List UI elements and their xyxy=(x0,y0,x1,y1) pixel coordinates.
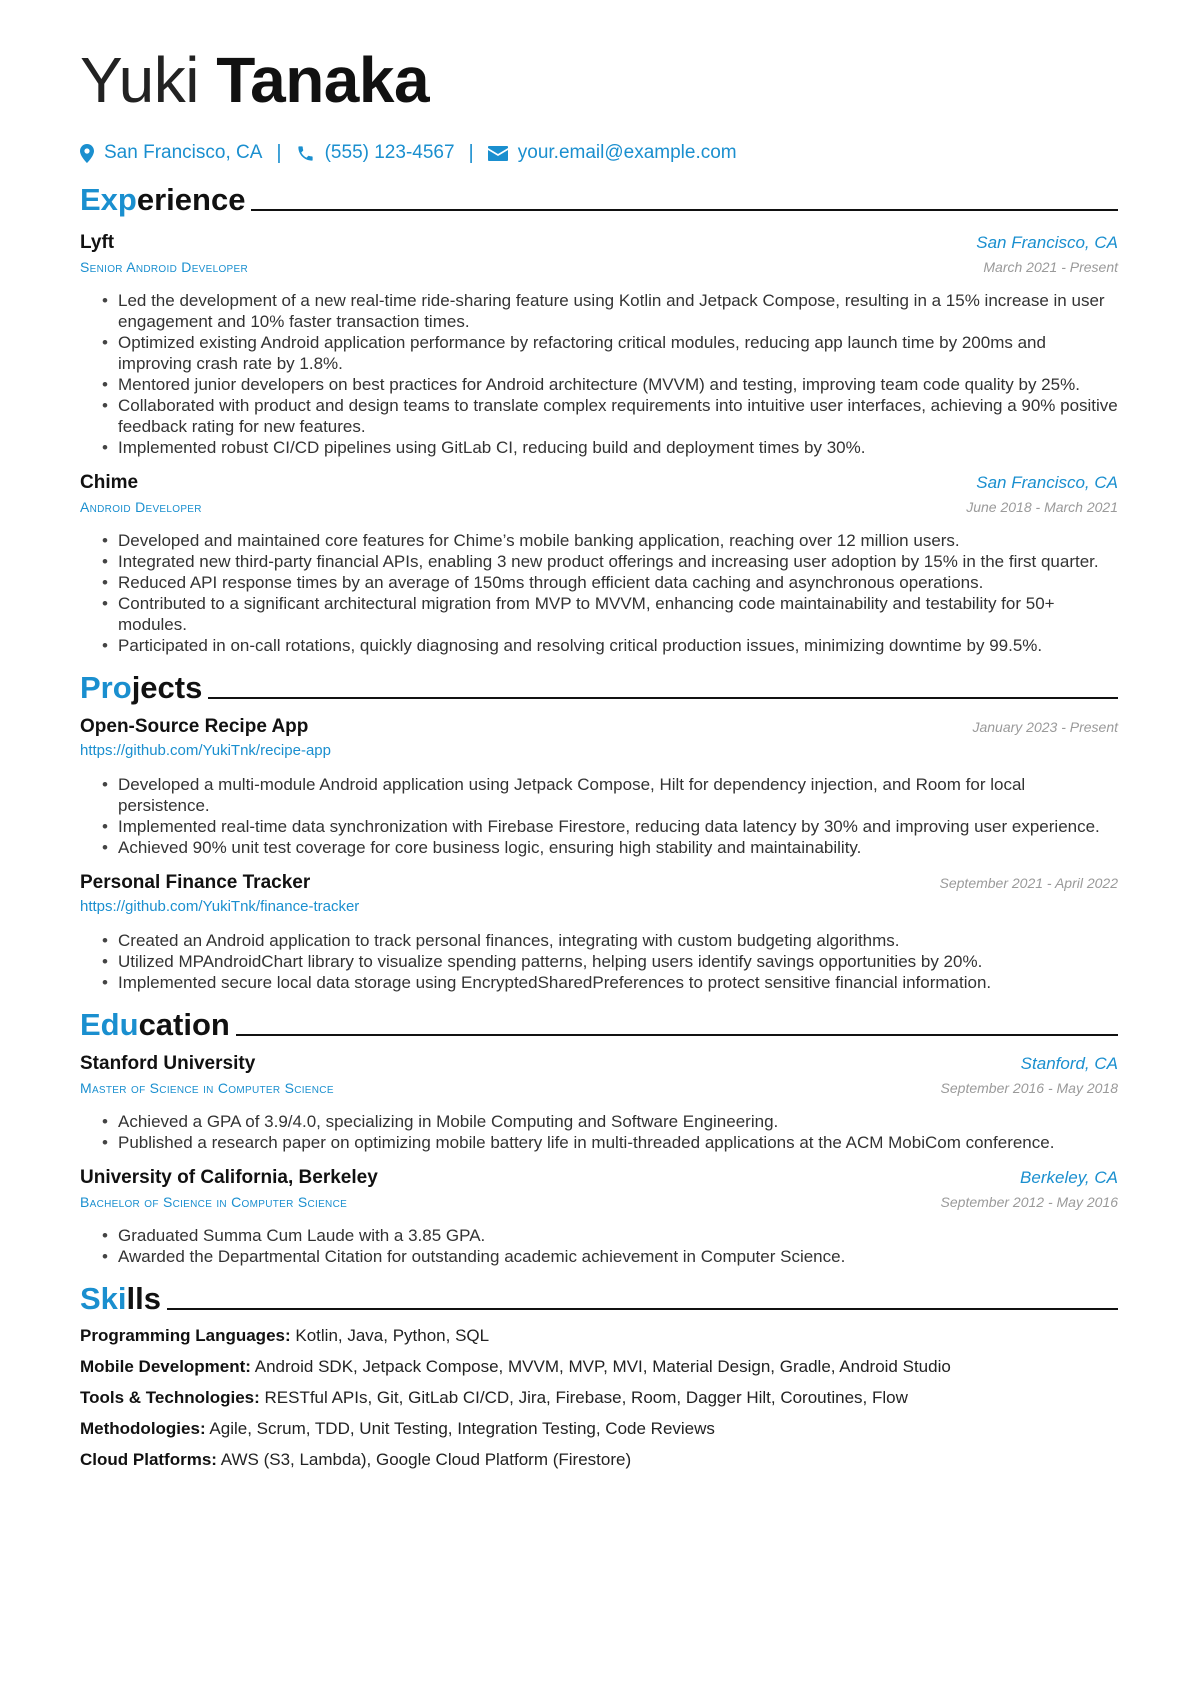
skill-row xyxy=(80,1356,1118,1378)
section-rule xyxy=(208,697,1118,699)
section-rule xyxy=(251,209,1118,211)
skill-label: Mobile Development: xyxy=(80,1357,251,1376)
education-bullets xyxy=(80,1111,1118,1153)
project-link[interactable]: https://github.com/YukiTnk/finance-tracker xyxy=(80,898,360,915)
bullet-item: • Published a research paper on optimizing mobile battery life in multi-threaded applications at the ACM MobiCom conference. xyxy=(118,1132,1118,1153)
map-pin-icon xyxy=(80,144,94,163)
projects-heading xyxy=(80,670,1118,706)
bullet-item: • Contributed to a significant architectural migration from MVP to MVVM, enhancing code maintainability and testability for 50+ modules. xyxy=(118,593,1118,635)
bullet-item: • Mentored junior developers on best practices for Android architecture (MVVM) and testing, improving team code quality by 25%. xyxy=(118,374,1118,395)
section-title: Skills xyxy=(80,1281,161,1316)
school-location: Berkeley, CA xyxy=(1020,1168,1118,1187)
degree: Master of Science in Computer Science xyxy=(80,1080,334,1096)
school-location: Stanford, CA xyxy=(1020,1054,1118,1073)
bullet-item: • Implemented real-time data synchronization with Firebase Firestore, reducing data latency by 30% and improving user experience. xyxy=(118,816,1118,837)
project-entry xyxy=(80,870,1118,993)
section-title: Experience xyxy=(80,182,246,217)
skill-label: Methodologies: xyxy=(80,1419,206,1438)
phone-icon xyxy=(296,144,315,163)
bullet-item: • Participated in on-call rotations, quickly diagnosing and resolving critical production issues, minimizing downtime by 99.5%. xyxy=(118,635,1118,656)
bullet-item: • Achieved a GPA of 3.9/4.0, specializing in Mobile Computing and Software Engineering. xyxy=(118,1111,1118,1132)
bullet-item: • Integrated new third-party financial APIs, enabling 3 new product offerings and increasing user adoption by 15% in the first quarter. xyxy=(118,551,1118,572)
school-name: Stanford University xyxy=(80,1053,256,1074)
bullet-item: • Implemented secure local data storage using EncryptedSharedPreferences to protect sensitive financial information. xyxy=(118,972,1118,993)
phone-text[interactable]: (555) 123-4567 xyxy=(324,142,455,163)
contact-email[interactable] xyxy=(488,142,737,164)
project-name: Open-Source Recipe App xyxy=(80,716,309,737)
project-dates: January 2023 - Present xyxy=(972,719,1118,735)
experience-heading xyxy=(80,182,1118,218)
company-name: Lyft xyxy=(80,232,115,253)
skills-heading xyxy=(80,1281,1118,1317)
location-text: San Francisco, CA xyxy=(104,142,263,163)
bullet-item: • Collaborated with product and design teams to translate complex requirements into intuitive user interfaces, achieving a 90% positive feedback rating for new features. xyxy=(118,395,1118,437)
skill-label: Programming Languages: xyxy=(80,1326,291,1345)
bullet-item: • Created an Android application to track personal finances, integrating with custom budgeting algorithms. xyxy=(118,930,1118,951)
project-link[interactable]: https://github.com/YukiTnk/recipe-app xyxy=(80,742,331,759)
job-bullets xyxy=(80,530,1118,656)
email-text[interactable]: your.email@example.com xyxy=(517,142,737,163)
bullet-item: • Implemented robust CI/CD pipelines using GitLab CI, reducing build and deployment times by 30%. xyxy=(118,437,1118,458)
skill-row xyxy=(80,1449,1118,1471)
section-rule xyxy=(236,1034,1118,1036)
skill-value: Kotlin, Java, Python, SQL xyxy=(295,1326,490,1345)
skill-value: RESTful APIs, Git, GitLab CI/CD, Jira, Firebase, Room, Dagger Hilt, Coroutines, Flow xyxy=(264,1388,908,1407)
contact-phone[interactable] xyxy=(296,142,455,164)
contact-line xyxy=(80,140,1118,166)
section-rule xyxy=(167,1308,1118,1310)
school-dates: September 2012 - May 2016 xyxy=(940,1194,1118,1210)
section-title: Projects xyxy=(80,670,203,705)
first-name: Yuki xyxy=(80,44,199,116)
skill-row xyxy=(80,1387,1118,1409)
bullet-item: • Utilized MPAndroidChart library to visualize spending patterns, helping users identify savings opportunities by 20%. xyxy=(118,951,1118,972)
degree: Bachelor of Science in Computer Science xyxy=(80,1194,348,1210)
bullet-item: • Graduated Summa Cum Laude with a 3.85 GPA. xyxy=(118,1225,1118,1246)
skill-row xyxy=(80,1325,1118,1347)
bullet-item: • Developed a multi-module Android application using Jetpack Compose, Hilt for dependency injection, and Room for local persistence. xyxy=(118,774,1118,816)
education-entry xyxy=(80,1165,1118,1267)
project-bullets xyxy=(80,930,1118,993)
job-role: Senior Android Developer xyxy=(80,259,249,275)
last-name: Tanaka xyxy=(216,44,430,116)
bullet-item: • Awarded the Departmental Citation for outstanding academic achievement in Computer Science. xyxy=(118,1246,1118,1267)
resume-content xyxy=(80,42,1118,1480)
skill-value: AWS (S3, Lambda), Google Cloud Platform (Firestore) xyxy=(220,1450,632,1469)
project-dates: September 2021 - April 2022 xyxy=(939,875,1118,891)
skills-list xyxy=(80,1325,1118,1471)
education-heading xyxy=(80,1007,1118,1043)
envelope-icon xyxy=(488,146,508,161)
project-name: Personal Finance Tracker xyxy=(80,872,311,893)
skill-label: Cloud Platforms: xyxy=(80,1450,217,1469)
school-dates: September 2016 - May 2018 xyxy=(940,1080,1118,1096)
skill-value: Android SDK, Jetpack Compose, MVVM, MVP, MVI, Material Design, Gradle, Android Studio xyxy=(254,1357,951,1376)
job-role: Android Developer xyxy=(80,499,202,515)
job-dates: June 2018 - March 2021 xyxy=(966,499,1118,515)
bullet-item: • Developed and maintained core features for Chime’s mobile banking application, reaching over 12 million users. xyxy=(118,530,1118,551)
job-location: San Francisco, CA xyxy=(976,233,1118,252)
candidate-name xyxy=(80,42,1118,118)
skill-value: Agile, Scrum, TDD, Unit Testing, Integration Testing, Code Reviews xyxy=(209,1419,715,1438)
contact-separator: | xyxy=(468,141,474,164)
bullet-item: • Optimized existing Android application performance by refactoring critical modules, reducing app launch time by 200ms and improving crash rate by 1.8%. xyxy=(118,332,1118,374)
bullet-item: • Led the development of a new real-time ride-sharing feature using Kotlin and Jetpack Compose, resulting in a 15% increase in user engagement and 10% faster transaction times. xyxy=(118,290,1118,332)
skill-row xyxy=(80,1418,1118,1440)
job-entry xyxy=(80,230,1118,458)
company-name: Chime xyxy=(80,472,139,493)
job-bullets xyxy=(80,290,1118,458)
project-entry xyxy=(80,714,1118,858)
job-entry xyxy=(80,470,1118,656)
project-bullets xyxy=(80,774,1118,858)
education-bullets xyxy=(80,1225,1118,1267)
job-location: San Francisco, CA xyxy=(976,473,1118,492)
school-name: University of California, Berkeley xyxy=(80,1167,378,1188)
contact-separator: | xyxy=(276,141,282,164)
contact-location xyxy=(80,142,262,164)
bullet-item: • Reduced API response times by an average of 150ms through efficient data caching and asynchronous operations. xyxy=(118,572,1118,593)
bullet-item: • Achieved 90% unit test coverage for core business logic, ensuring high stability and maintainability. xyxy=(118,837,1118,858)
skill-label: Tools & Technologies: xyxy=(80,1388,260,1407)
job-dates: March 2021 - Present xyxy=(983,259,1118,275)
section-title: Education xyxy=(80,1007,230,1042)
education-entry xyxy=(80,1051,1118,1153)
